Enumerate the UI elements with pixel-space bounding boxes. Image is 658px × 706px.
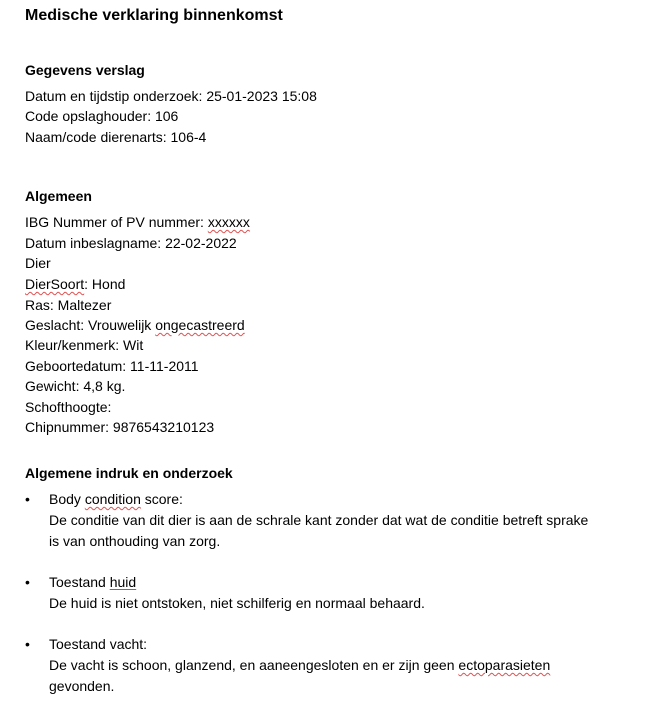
report-heading: Gegevens verslag [25,62,145,78]
breed: Ras: Maltezer [25,297,112,313]
sex-label: Geslacht: Vrouwelijk [25,317,156,333]
list-item-text: De vacht is schoon, glanzend, en aaneengesloten en er zijn geen ectoparasieten [49,657,551,673]
species-label: DierSoort [25,276,85,292]
list-item-text: De conditie van dit dier is aan de schrale kant zonder dat wat de conditie betreft sprake [49,512,589,528]
birth-date: Geboortedatum: 11-11-2011 [25,358,199,374]
ectoparasites-word: ectoparasieten [458,657,551,673]
skin-word: huid [109,574,137,590]
condition-word: condition [84,491,141,507]
bullet-icon: • [25,574,30,590]
list-item-text: De huid is niet ontstoken, niet schilferig en normaal behaard. [49,595,425,611]
document-title: Medische verklaring binnenkomst [25,7,283,24]
list-item-coat [49,634,629,697]
color: Kleur/kenmerk: Wit [25,337,144,353]
ibg-number [25,212,250,232]
weight: Gewicht: 4,8 kg. [25,378,126,394]
bullet-icon: • [25,491,30,507]
sex [25,315,245,335]
shoulder-height: Schofthoogte: [25,399,112,415]
animal-label: Dier [25,255,51,271]
exam-heading: Algemene indruk en onderzoek [25,465,233,481]
list-item-title: Toestand vacht: [49,636,148,652]
sex-value: ongecastreerd [155,317,245,333]
chip-number: Chipnummer: 9876543210123 [25,419,215,435]
species [25,274,125,294]
list-item-text: gevonden. [49,678,115,694]
list-item-skin [49,572,629,614]
exam-datetime: Datum en tijdstip onderzoek: 25-01-2023 15:08 [25,88,317,104]
ibg-value: xxxxxx [207,214,250,230]
general-heading: Algemeen [25,188,92,204]
bullet-icon: • [25,636,30,652]
species-value: : Hond [84,276,126,292]
list-item-body-condition [49,489,629,552]
list-item-title: Body condition score: [49,491,183,507]
seizure-date: Datum inbeslagname: 22-02-2022 [25,235,237,251]
storage-code: Code opslaghouder: 106 [25,108,179,124]
list-item-text: is van onthouding van zorg. [49,533,221,549]
ibg-label: IBG Nummer of PV nummer: [25,214,208,230]
vet-code: Naam/code dierenarts: 106-4 [25,129,207,145]
list-item-title: Toestand huid [49,574,137,590]
